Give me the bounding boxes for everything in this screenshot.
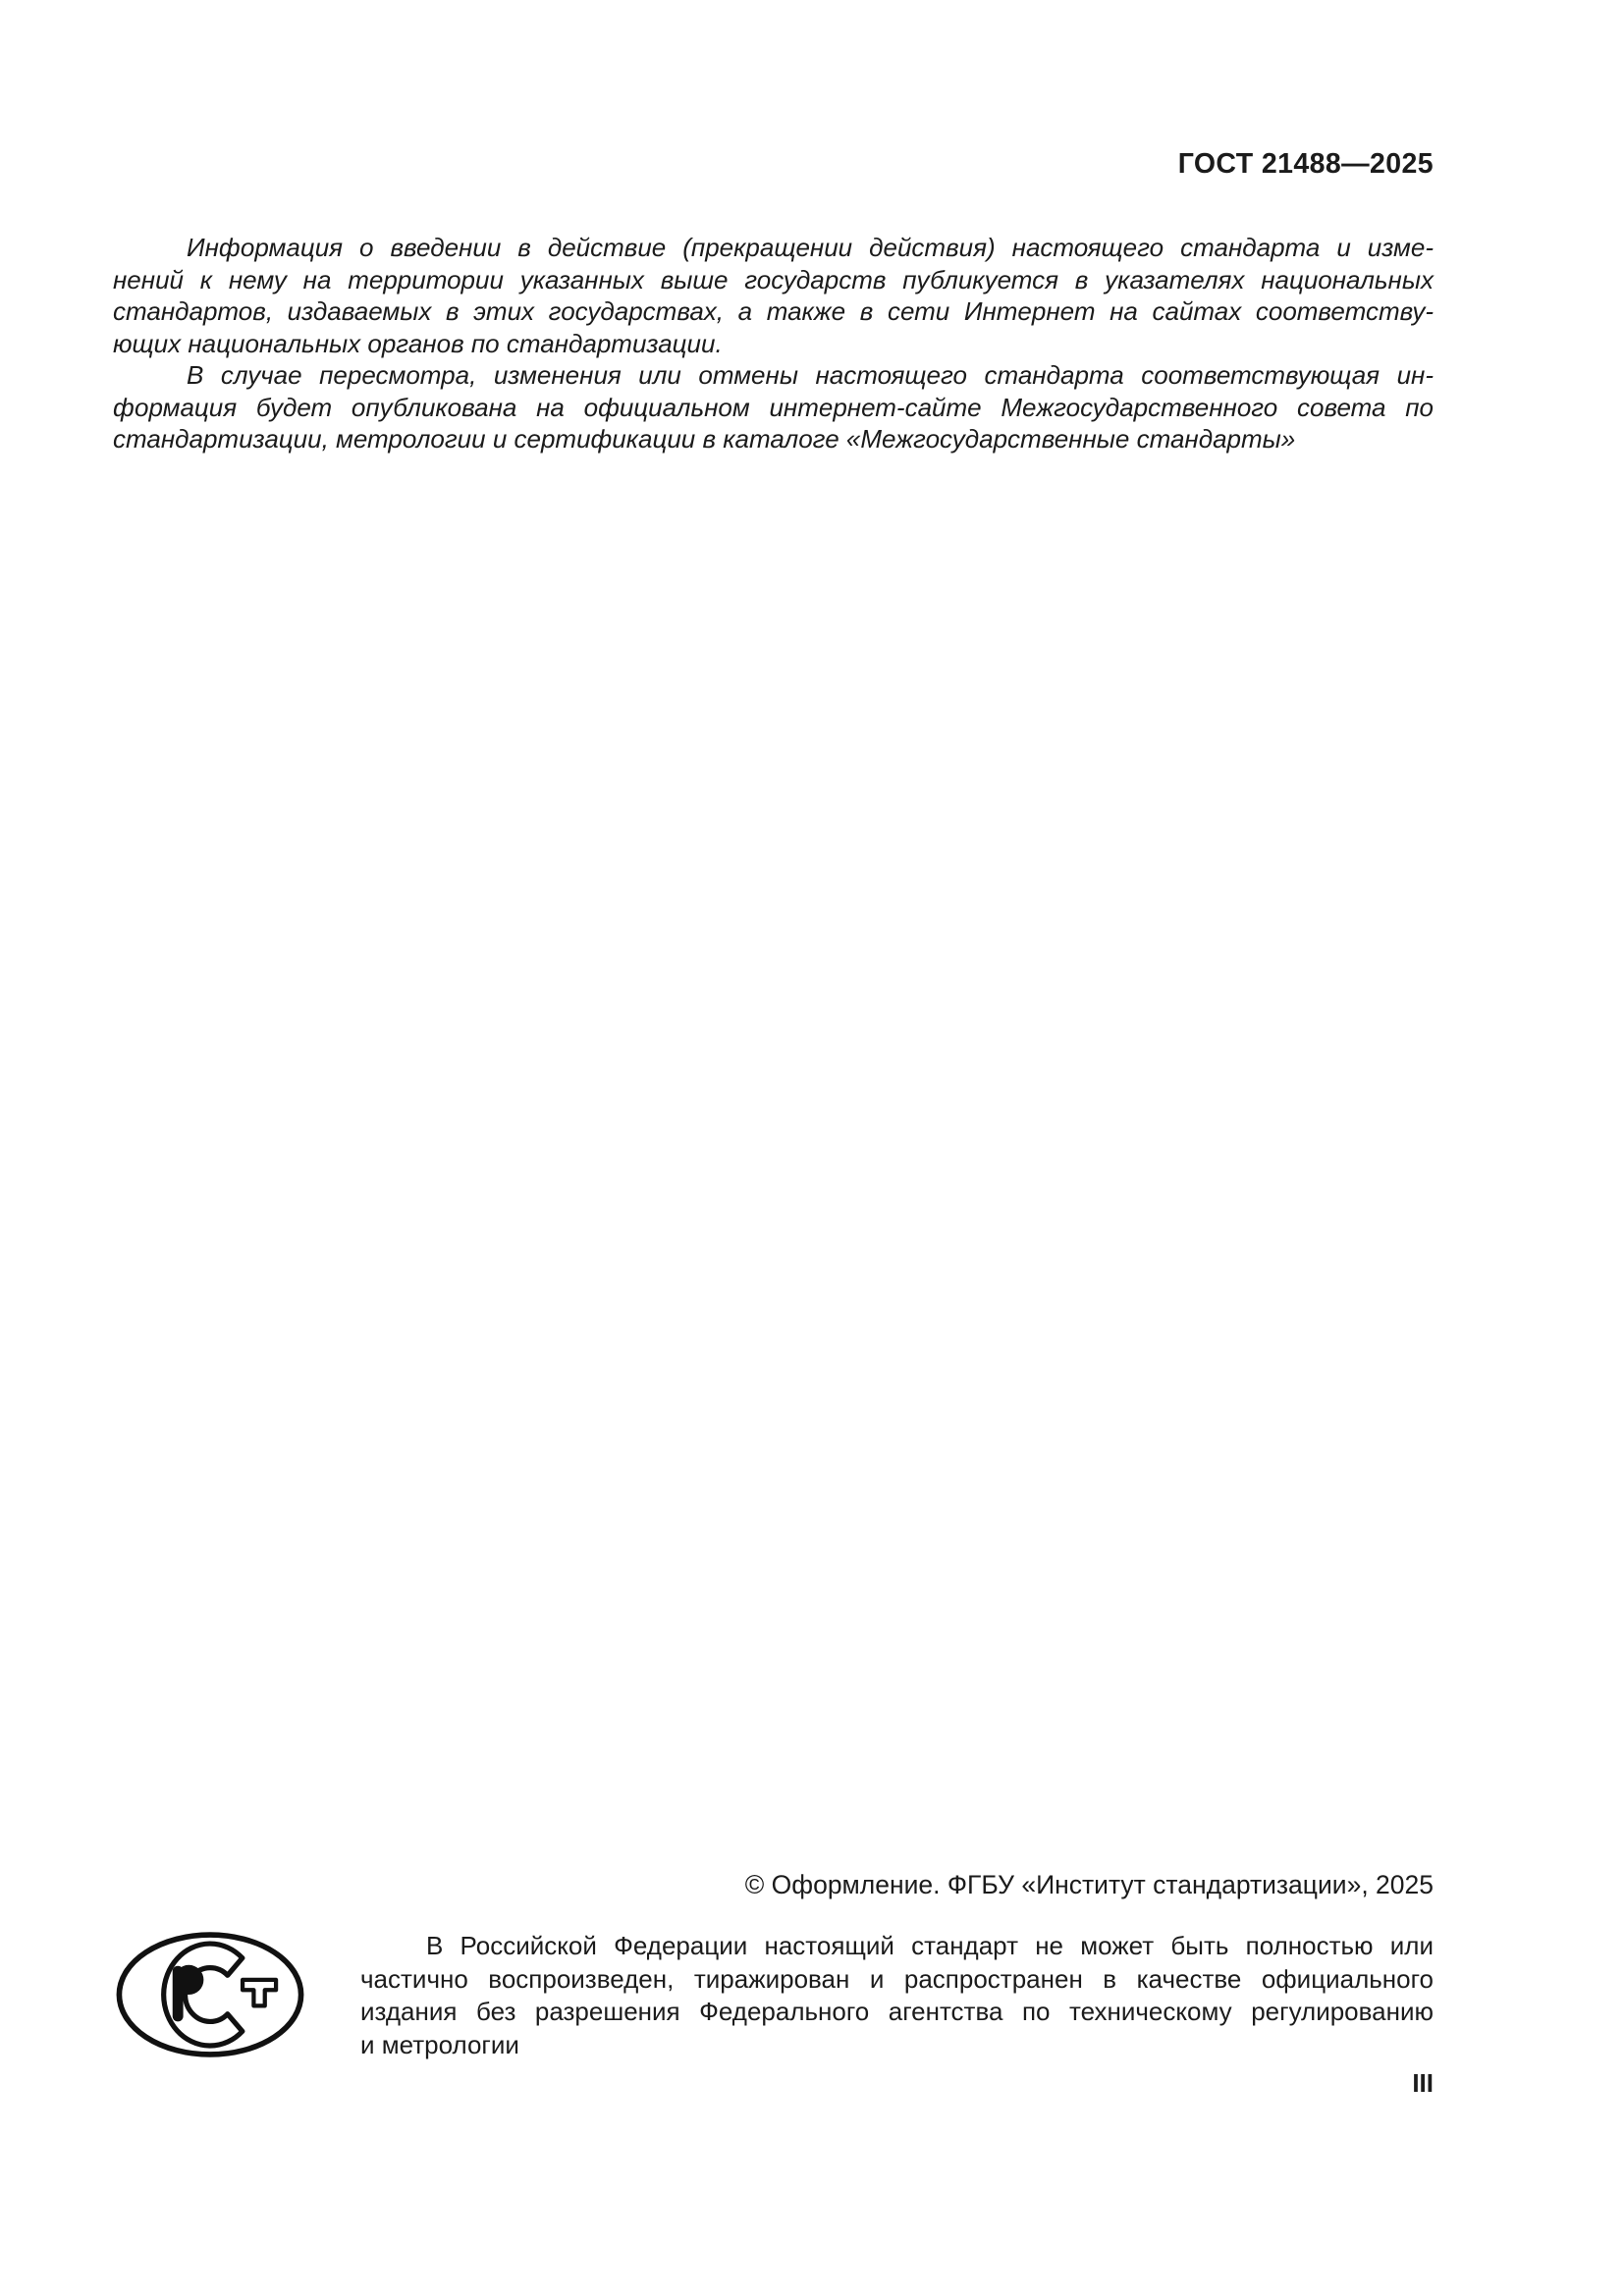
text-line: стандартов, издаваемых в этих государствах, а также в сети Интернет на сайтах соответству- — [113, 296, 1434, 326]
intro-paragraph-revision — [113, 359, 1434, 455]
page-number: III — [1412, 2068, 1434, 2098]
text-line: и метрологии — [360, 2029, 519, 2059]
logo-p-glyph-bowl — [174, 1965, 203, 1995]
text-line: Информация о введении в действие (прекращении действия) настоящего стандарта и изме- — [187, 233, 1434, 262]
standard-code-header: ГОСТ 21488—2025 — [1177, 148, 1434, 180]
text-line: нений к нему на территории указанных выше государств публикуется в указателях национальных — [113, 264, 1434, 294]
text-line: В случае пересмотра, изменения или отмены настоящего стандарта соответствующая ин- — [187, 360, 1434, 390]
rst-logo-svg — [111, 1928, 309, 2062]
logo-t-glyph — [243, 1980, 276, 2005]
copyright-line: © Оформление. ФГБУ «Институт стандартизации», 2025 — [744, 1870, 1434, 1899]
text-line: частично воспроизведен, тиражирован и распространен в качестве официального — [360, 1963, 1434, 1994]
text-line: ющих национальных органов по стандартизации. — [113, 328, 723, 358]
text-line: формация будет опубликована на официальном интернет-сайте Межгосударственного совета по — [113, 392, 1434, 422]
intro-paragraph-publication — [113, 232, 1434, 359]
text-line: В Российской Федерации настоящий стандарт не может быть полностью или — [426, 1931, 1434, 1960]
text-line: издания без разрешения Федерального агентства по техническому регулированию — [360, 1997, 1434, 2026]
reproduction-restriction-paragraph — [360, 1930, 1434, 2061]
rosstandart-rst-logo — [111, 1928, 309, 2062]
intro-text-block — [113, 232, 1434, 455]
text-line: стандартизации, метрологии и сертификации в каталоге «Межгосударственные стандарты» — [113, 424, 1296, 454]
